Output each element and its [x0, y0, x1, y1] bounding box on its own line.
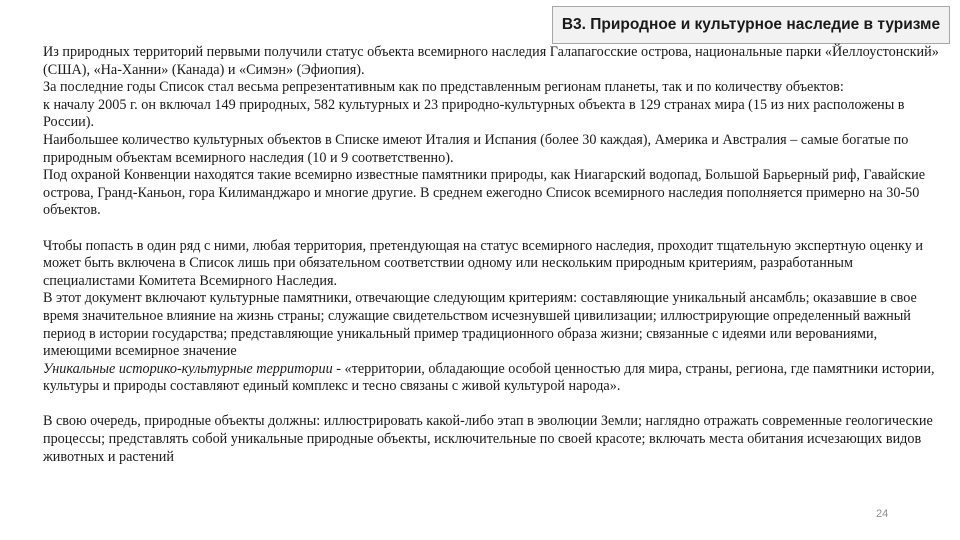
- paragraph-list-representative: За последние годы Список стал весьма репрезентативным как по представленным регионам планеты, так и по количеству объектов:: [43, 79, 844, 96]
- paragraph-2005-counts: к началу 2005 г. он включал 149 природных, 582 культурных и 23 природно-культурных объекта в 129 странах мира (15 из них расположены в России).: [43, 96, 905, 131]
- paragraph-spacer: [43, 396, 943, 414]
- slide-title: В3. Природное и культурное наследие в туризме: [561, 16, 941, 33]
- page-number: 24: [876, 508, 889, 520]
- paragraph-expert-evaluation: Чтобы попасть в один ряд с ними, любая территория, претендующая на статус всемирного наследия, проходит тщательную экспертную оценку и может быть включена в Список лишь при обязательном соответствии одному или нескольким природным критериям, разработанным специалистами Комитета Всемирного Наследия.: [43, 237, 923, 289]
- paragraph-first-natural-sites: Из природных территорий первыми получили статус объекта всемирного наследия Галапагосские острова, национальные парки «Йеллоустонский» (США), «На-Ханни» (Канада) и «Симэн» (Эфиопия).: [43, 44, 939, 78]
- paragraph-unique-territories: [43, 361, 943, 396]
- unique-territories-term: Уникальные историко-культурные территории: [43, 360, 333, 377]
- paragraph-countries-leaders: Наибольшее количество культурных объектов в Списке имеют Италия и Испания (более 30 каждая), Америка и Австралия – самые богатые по природным объектам всемирного наследия (10 и 9 соответственно).: [43, 131, 909, 166]
- paragraph-cultural-criteria: В этот документ включают культурные памятники, отвечающие следующим критериям: составляющие уникальный ансамбль; оказавшие в свое время значительное влияние на жизнь страны; служащие свидетельством исчезнувшей цивилизации; иллюстрирующие определенный важный период в истории государства; представляющие уникальный пример традиционного образа жизни; связанные с идеями или верованиями, имеющими всемирное значение: [43, 290, 917, 360]
- paragraph-natural-objects-requirements: В свою очередь, природные объекты должны: иллюстрировать какой-либо этап в эволюции Земли; наглядно отражать современные геологические процессы; представлять собой уникальные природные объекты, исключительные по своей красоте; включать места обитания исчезающих видов животных и растений: [43, 413, 933, 465]
- slide-body: [43, 44, 943, 466]
- paragraph-spacer: [43, 220, 943, 238]
- unique-territories-definition: - «территории, обладающие особой ценностью для мира, страны, региона, где памятники истории, культуры и природы составляют единый комплекс и тесно связаны с живой культурой народа».: [43, 360, 935, 395]
- slide-title-box: [552, 6, 950, 44]
- paragraph-protected-monuments: Под охраной Конвенции находятся такие всемирно известные памятники природы, как Ниагарский водопад, Большой Барьерный риф, Гавайские острова, Гранд-Каньон, гора Килиманджаро и многие другие. В среднем ежегодно Список всемирного наследия пополняется примерно на 30-50 объектов.: [43, 167, 926, 219]
